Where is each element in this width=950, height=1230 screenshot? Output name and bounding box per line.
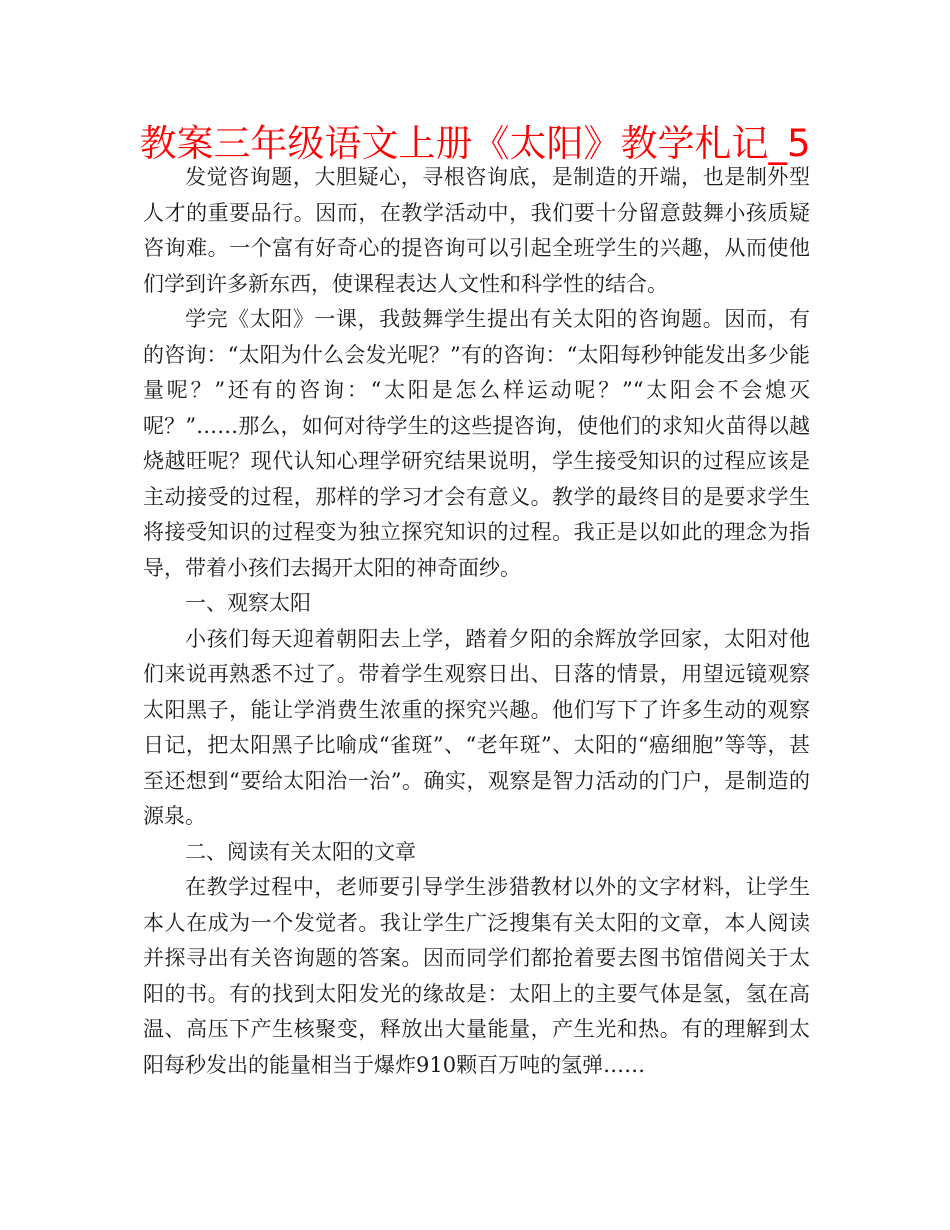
- section-heading-observe: 一、观察太阳: [185, 591, 311, 615]
- document-body: [143, 160, 810, 1083]
- paragraph-intro: 发觉咨询题，大胆疑心，寻根咨询底，是制造的开端，也是制外型人才的重要品行。因而，在教学活动中，我们要十分留意鼓舞小孩质疑咨询难。一个富有好奇心的提咨询可以引起全班学生的兴趣，从而使他们学到许多新东西，使课程表达人文性和科学性的结合。: [143, 165, 810, 296]
- paragraph-observe: 小孩们每天迎着朝阳去上学，踏着夕阳的余辉放学回家，太阳对他们来说再熟悉不过了。带着学生观察日出、日落的情景，用望远镜观察太阳黑子，能让学消费生浓重的探究兴趣。他们写下了许多生动的观察日记，把太阳黑子比喻成“雀斑”、“老年斑”、太阳的“癌细胞”等等，甚至还想到“要给太阳治一治”。确实，观察是智力活动的门户，是制造的源泉。: [143, 626, 810, 828]
- document-title: 教案三年级语文上册《太阳》教学札记_5: [139, 122, 811, 165]
- paragraph-read: 在教学过程中，老师要引导学生涉猎教材以外的文字材料，让学生本人在成为一个发觉者。我让学生广泛搜集有关太阳的文章，本人阅读并探寻出有关咨询题的答案。因而同学们都抢着要去图书馆借阅关于太阳的书。有的找到太阳发光的缘故是：太阳上的主要气体是氢，氢在高温、高压下产生核聚变，释放出大量能量，产生光和热。有的理解到太阳每秒发出的能量相当于爆炸910颗百万吨的氢弹……: [143, 875, 810, 1077]
- paragraph-questions: 学完《太阳》一课，我鼓舞学生提出有关太阳的咨询题。因而，有的咨询：“太阳为什么会发光呢？”有的咨询：“太阳每秒钟能发出多少能量呢？”还有的咨询：“太阳是怎么样运动呢？”“太阳会不会熄灭呢？”……那么，如何对待学生的这些提咨询，使他们的求知火苗得以越烧越旺呢？现代认知心理学研究结果说明，学生接受知识的过程应该是主动接受的过程，那样的学习才会有意义。教学的最终目的是要求学生将接受知识的过程变为独立探究知识的过程。我正是以如此的理念为指导，带着小孩们去揭开太阳的神奇面纱。: [143, 307, 810, 580]
- section-heading-read: 二、阅读有关太阳的文章: [185, 839, 416, 864]
